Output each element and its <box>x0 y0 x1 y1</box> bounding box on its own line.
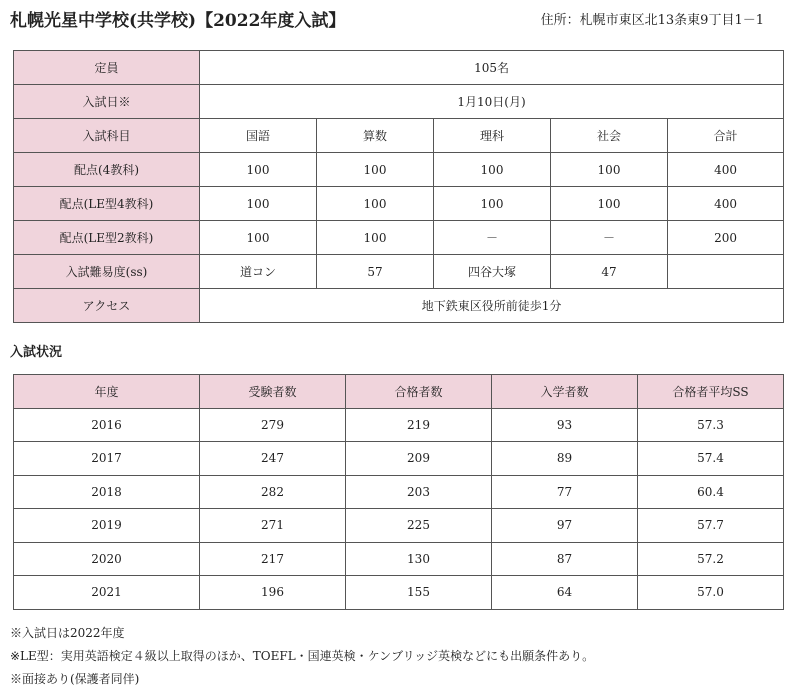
table-row <box>14 576 784 610</box>
applicants-cell: 217 <box>200 542 346 576</box>
passed-cell: 130 <box>346 542 492 576</box>
year-cell: 2018 <box>14 475 200 509</box>
capacity-row <box>14 51 784 85</box>
passed-cell: 209 <box>346 442 492 476</box>
admission-stats-table <box>13 374 784 610</box>
stats-header-row <box>14 375 784 409</box>
subjects-row <box>14 119 784 153</box>
difficulty-cell: 四谷大塚 <box>434 255 551 289</box>
table-row <box>14 509 784 543</box>
year-cell: 2020 <box>14 542 200 576</box>
subject-cell: 理科 <box>434 119 551 153</box>
score-cell: 100 <box>551 187 668 221</box>
difficulty-cell: 47 <box>551 255 668 289</box>
section-title: 入試状況 <box>10 345 63 360</box>
year-cell: 2016 <box>14 408 200 442</box>
applicants-cell: 279 <box>200 408 346 442</box>
score-cell: 100 <box>317 153 434 187</box>
column-header: 合格者数 <box>346 375 492 409</box>
column-header: 受験者数 <box>200 375 346 409</box>
page-title: 札幌光星中学校(共学校)【2022年度入試】 <box>10 11 346 31</box>
year-cell: 2019 <box>14 509 200 543</box>
column-header: 合格者平均SS <box>638 375 784 409</box>
footnotes <box>10 622 790 691</box>
score-cell: － <box>551 221 668 255</box>
score-cell: 200 <box>668 221 784 255</box>
subject-cell: 国語 <box>200 119 317 153</box>
score-cell: 100 <box>200 187 317 221</box>
avg-ss-cell: 57.0 <box>638 576 784 610</box>
enrolled-cell: 77 <box>492 475 638 509</box>
score-cell: 100 <box>200 153 317 187</box>
passed-cell: 203 <box>346 475 492 509</box>
access-value: 地下鉄東区役所前徒歩1分 <box>200 289 784 323</box>
score-row-label: 配点(LE型2教科) <box>14 221 200 255</box>
score-row <box>14 187 784 221</box>
score-cell: 100 <box>317 221 434 255</box>
subject-cell: 社会 <box>551 119 668 153</box>
score-cell: 400 <box>668 153 784 187</box>
difficulty-cell: 道コン <box>200 255 317 289</box>
column-header: 年度 <box>14 375 200 409</box>
enrolled-cell: 93 <box>492 408 638 442</box>
avg-ss-cell: 57.2 <box>638 542 784 576</box>
applicants-cell: 271 <box>200 509 346 543</box>
enrolled-cell: 64 <box>492 576 638 610</box>
difficulty-label: 入試難易度(ss) <box>14 255 200 289</box>
year-cell: 2021 <box>14 576 200 610</box>
page-header <box>10 6 790 36</box>
subject-cell: 合計 <box>668 119 784 153</box>
difficulty-cell: 57 <box>317 255 434 289</box>
avg-ss-cell: 60.4 <box>638 475 784 509</box>
difficulty-cell <box>668 255 784 289</box>
applicants-cell: 282 <box>200 475 346 509</box>
exam-date-value: 1月10日(月) <box>200 85 784 119</box>
passed-cell: 155 <box>346 576 492 610</box>
score-row-label: 配点(4教科) <box>14 153 200 187</box>
applicants-cell: 196 <box>200 576 346 610</box>
score-cell: 100 <box>434 187 551 221</box>
capacity-label: 定員 <box>14 51 200 85</box>
score-row <box>14 221 784 255</box>
table-row <box>14 475 784 509</box>
column-header: 入学者数 <box>492 375 638 409</box>
access-row <box>14 289 784 323</box>
footnote: ※LE型：実用英語検定４級以上取得のほか、TOEFL・国連英検・ケンブリッジ英検などにも出願条件あり。 <box>10 649 595 663</box>
score-row-label: 配点(LE型4教科) <box>14 187 200 221</box>
exam-date-row <box>14 85 784 119</box>
table-row <box>14 442 784 476</box>
avg-ss-cell: 57.4 <box>638 442 784 476</box>
score-cell: 100 <box>200 221 317 255</box>
exam-info-table <box>13 50 784 323</box>
year-cell: 2017 <box>14 442 200 476</box>
enrolled-cell: 97 <box>492 509 638 543</box>
passed-cell: 225 <box>346 509 492 543</box>
score-cell: 400 <box>668 187 784 221</box>
table-row <box>14 408 784 442</box>
table-row <box>14 542 784 576</box>
score-cell: － <box>434 221 551 255</box>
score-row <box>14 153 784 187</box>
enrolled-cell: 89 <box>492 442 638 476</box>
capacity-value: 105名 <box>200 51 784 85</box>
access-label: アクセス <box>14 289 200 323</box>
avg-ss-cell: 57.3 <box>638 408 784 442</box>
school-address: 住所：札幌市東区北13条東9丁目1－1 <box>540 13 764 28</box>
score-cell: 100 <box>551 153 668 187</box>
subject-cell: 算数 <box>317 119 434 153</box>
difficulty-row <box>14 255 784 289</box>
footnote: ※入試日は2022年度 <box>10 626 125 640</box>
passed-cell: 219 <box>346 408 492 442</box>
exam-date-label: 入試日※ <box>14 85 200 119</box>
footnote: ※面接あり(保護者同伴) <box>10 672 140 686</box>
subjects-label: 入試科目 <box>14 119 200 153</box>
avg-ss-cell: 57.7 <box>638 509 784 543</box>
applicants-cell: 247 <box>200 442 346 476</box>
enrolled-cell: 87 <box>492 542 638 576</box>
score-cell: 100 <box>434 153 551 187</box>
score-cell: 100 <box>317 187 434 221</box>
